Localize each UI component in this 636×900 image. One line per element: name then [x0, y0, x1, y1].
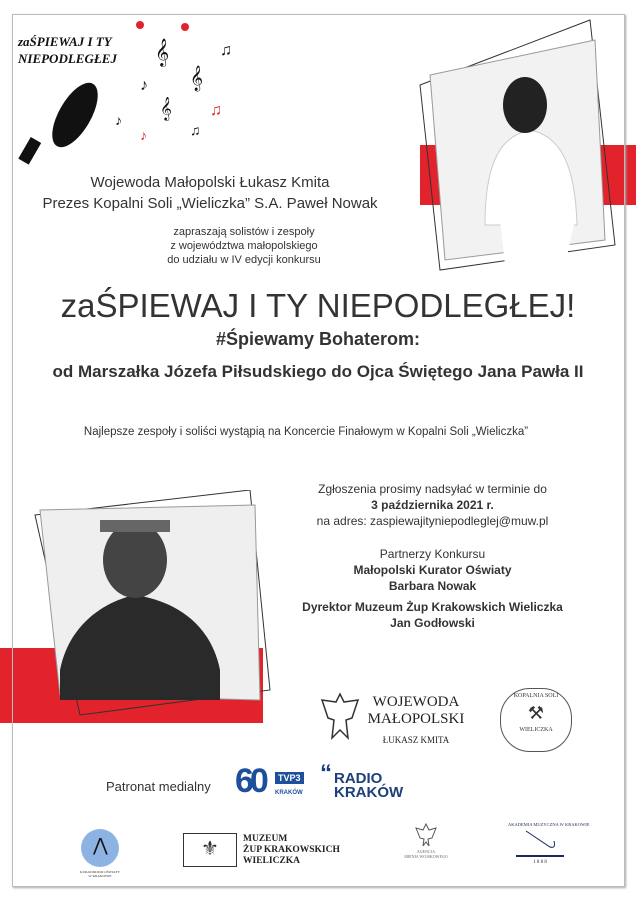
- subtitle-heroes: od Marszałka Józefa Piłsudskiego do Ojca Świętego Jana Pawła II: [52, 362, 584, 381]
- muzeum-crest-icon: ⚜: [183, 833, 237, 867]
- akademia-muzyczna-logo: [508, 822, 590, 865]
- logo-text: AKADEMIA MUZYCZNA W KRAKOWIE: [508, 822, 590, 827]
- harp-icon: [516, 827, 564, 857]
- email-address[interactable]: na adres: zaspiewajityniepodleglej@muw.pl: [316, 514, 549, 528]
- submission-text: Zgłoszenia prosimy nadsyłać w terminie do: [318, 482, 547, 496]
- military-eagle-icon: [414, 822, 438, 848]
- logo-text: AGENCJA: [416, 849, 436, 854]
- hammers-icon: ⚒: [527, 703, 545, 723]
- logo-text: KOPALNIA SOLI: [513, 693, 559, 699]
- logo-line: NIEPODLEGŁEJ: [18, 51, 117, 66]
- logo-text: WOJEWODA: [372, 694, 460, 710]
- logo-text: KURATORIUM OŚWIATY: [80, 870, 120, 874]
- logo-text: ŻUP KRAKOWSKICH: [243, 845, 340, 855]
- invitation-line: do udziału w IV edycji konkursu: [167, 254, 321, 266]
- logo-text: KRAKÓW: [334, 784, 404, 801]
- kopalnia-soli-logo: [500, 688, 572, 752]
- partners-heading: Partnerzy Konkursu: [379, 547, 486, 561]
- muzeum-logo: [243, 834, 340, 867]
- tvp3-krakow-logo: [235, 762, 305, 804]
- logo-text: MUZEUM: [243, 834, 288, 844]
- media-patronage-label: Patronat medialny: [106, 779, 211, 794]
- final-concert-note: Najlepsze zespoły i soliści wystąpią na Koncercie Finałowym w Kopalni Soli „Wieliczka”: [83, 426, 529, 438]
- logo-text: 60: [235, 762, 265, 800]
- svg-text:♪: ♪: [140, 127, 147, 143]
- event-logo-text: [18, 33, 117, 67]
- partner-role: Małopolski Kurator Oświaty: [353, 563, 512, 577]
- logo-text: KRAKÓW: [275, 790, 303, 796]
- logo-text: WIELICZKA: [519, 727, 553, 733]
- music-notes-icon: [115, 21, 232, 143]
- svg-text:♫: ♫: [210, 102, 222, 119]
- svg-text:𝄞: 𝄞: [190, 65, 204, 90]
- svg-text:𝄞: 𝄞: [160, 98, 172, 120]
- svg-text:♪: ♪: [115, 112, 122, 128]
- pope-john-paul-ii-illustration: [405, 15, 620, 285]
- microphone-icon: [18, 76, 107, 165]
- swallow-icon: ⋀: [81, 829, 119, 867]
- partner-role: Dyrektor Muzeum Żup Krakowskich Wieliczka: [302, 600, 563, 614]
- subtitle: #Śpiewamy Bohaterom:: [215, 329, 421, 349]
- deadline: 3 października 2021 r.: [371, 498, 494, 512]
- logo-text: WIELICZKA: [243, 856, 301, 866]
- partner-name: Jan Godłowski: [390, 616, 475, 630]
- page-title: zaŚPIEWAJ I TY NIEPODLEGŁEJ!: [60, 287, 576, 324]
- logo-text: TVP3: [275, 772, 304, 784]
- jozef-pilsudski-illustration: [20, 490, 290, 740]
- agencja-mienia-wojskowego-logo: [396, 822, 456, 859]
- polish-eagle-icon: [318, 690, 362, 742]
- svg-text:♫: ♫: [190, 122, 201, 138]
- logo-text: MIENIA WOJSKOWEGO: [404, 854, 448, 859]
- logo-text: W KRAKOWIE: [88, 874, 112, 878]
- svg-text:♪: ♪: [140, 77, 148, 94]
- svg-text:𝄞: 𝄞: [155, 39, 170, 66]
- organizer-line: Wojewoda Małopolski Łukasz Kmita: [90, 174, 330, 191]
- logo-text: 1 8 8 8: [533, 860, 547, 865]
- organizer-line: Prezes Kopalni Soli „Wieliczka” S.A. Paweł Nowak: [42, 195, 378, 212]
- wojewoda-logo: [366, 694, 466, 749]
- partner-name: Barbara Nowak: [388, 579, 477, 593]
- invitation-line: z województwa małopolskiego: [170, 240, 318, 252]
- logo-line: zaŚPIEWAJ I TY: [18, 34, 112, 49]
- quote-icon: “: [320, 760, 332, 787]
- kuratorium-logo: [60, 829, 140, 878]
- logo-text: RADIO: [334, 770, 383, 787]
- svg-text:♫: ♫: [220, 42, 232, 59]
- logo-text: MAŁOPOLSKI: [367, 711, 465, 727]
- invitation-line: zapraszają solistów i zespoły: [173, 226, 315, 238]
- logo-text: ŁUKASZ KMITA: [382, 735, 450, 745]
